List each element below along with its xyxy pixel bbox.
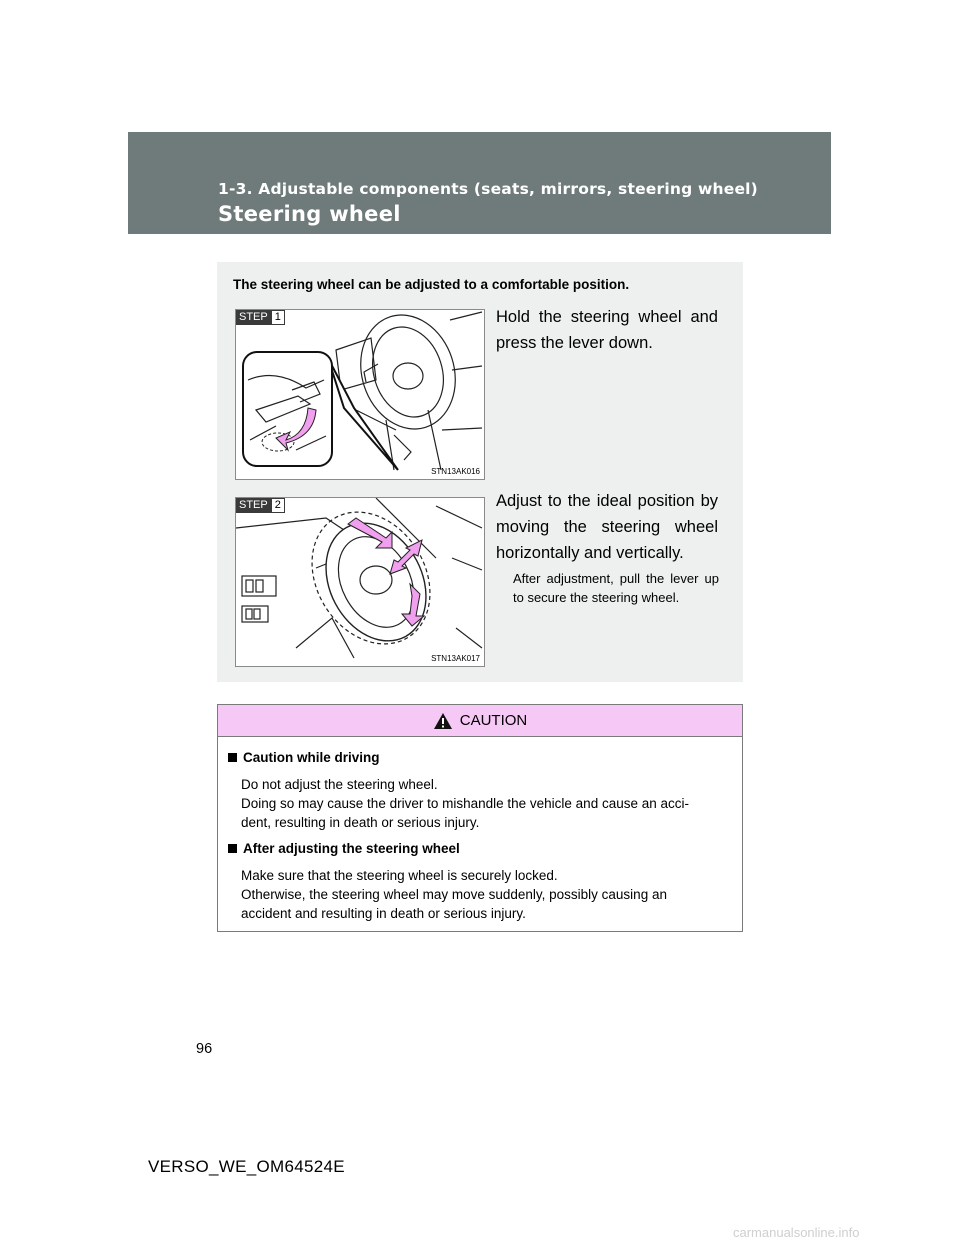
step-number: 1 bbox=[271, 310, 285, 325]
page-title: Steering wheel bbox=[218, 202, 401, 226]
caution-item-heading bbox=[228, 750, 380, 765]
caution-header bbox=[218, 705, 742, 737]
bullet-square-icon bbox=[228, 844, 237, 853]
bullet-square-icon bbox=[228, 753, 237, 762]
step-2-text: Adjust to the ideal position by moving the steering wheel horizontally and vertically. bbox=[496, 492, 718, 562]
step-2-figure bbox=[235, 497, 485, 667]
caution-line: Do not adjust the steering wheel. bbox=[241, 777, 438, 792]
steering-adjust-illustration bbox=[236, 498, 484, 666]
watermark: carmanualsonline.info bbox=[733, 1225, 860, 1240]
caution-line: Make sure that the steering wheel is securely locked. bbox=[241, 868, 558, 883]
caution-line: accident and resulting in death or serious injury. bbox=[241, 906, 526, 921]
step-1-figure bbox=[235, 309, 485, 480]
step-2-note: After adjustment, pull the lever up to secure the steering wheel. bbox=[513, 571, 719, 605]
section-header bbox=[128, 132, 831, 234]
caution-item-heading bbox=[228, 841, 460, 856]
step-number: 2 bbox=[271, 498, 285, 513]
caution-box bbox=[217, 704, 743, 932]
figure-code: STN13AK016 bbox=[431, 467, 480, 476]
caution-title: CAUTION bbox=[459, 712, 528, 729]
caution-heading-text: Caution while driving bbox=[243, 750, 380, 765]
warning-icon bbox=[433, 712, 453, 730]
figure-code: STN13AK017 bbox=[431, 654, 480, 663]
step-label: STEP bbox=[236, 498, 271, 513]
caution-line: Doing so may cause the driver to mishandle the vehicle and cause an acci- bbox=[241, 796, 689, 811]
instruction-panel bbox=[217, 262, 743, 682]
step-1-badge bbox=[236, 310, 285, 325]
intro-text: The steering wheel can be adjusted to a comfortable position. bbox=[233, 277, 630, 292]
step-label: STEP bbox=[236, 310, 271, 325]
caution-heading-text: After adjusting the steering wheel bbox=[243, 841, 460, 856]
caution-line: Otherwise, the steering wheel may move suddenly, possibly causing an bbox=[241, 887, 667, 902]
section-title: 1-3. Adjustable components (seats, mirrors, steering wheel) bbox=[218, 180, 758, 198]
step-1-text: Hold the steering wheel and press the lever down. bbox=[496, 308, 718, 352]
document-id: VERSO_WE_OM64524E bbox=[148, 1157, 345, 1176]
step-2-badge bbox=[236, 498, 285, 513]
page-number: 96 bbox=[196, 1041, 213, 1057]
caution-line: dent, resulting in death or serious injury. bbox=[241, 815, 480, 830]
steering-lever-illustration bbox=[236, 310, 484, 479]
